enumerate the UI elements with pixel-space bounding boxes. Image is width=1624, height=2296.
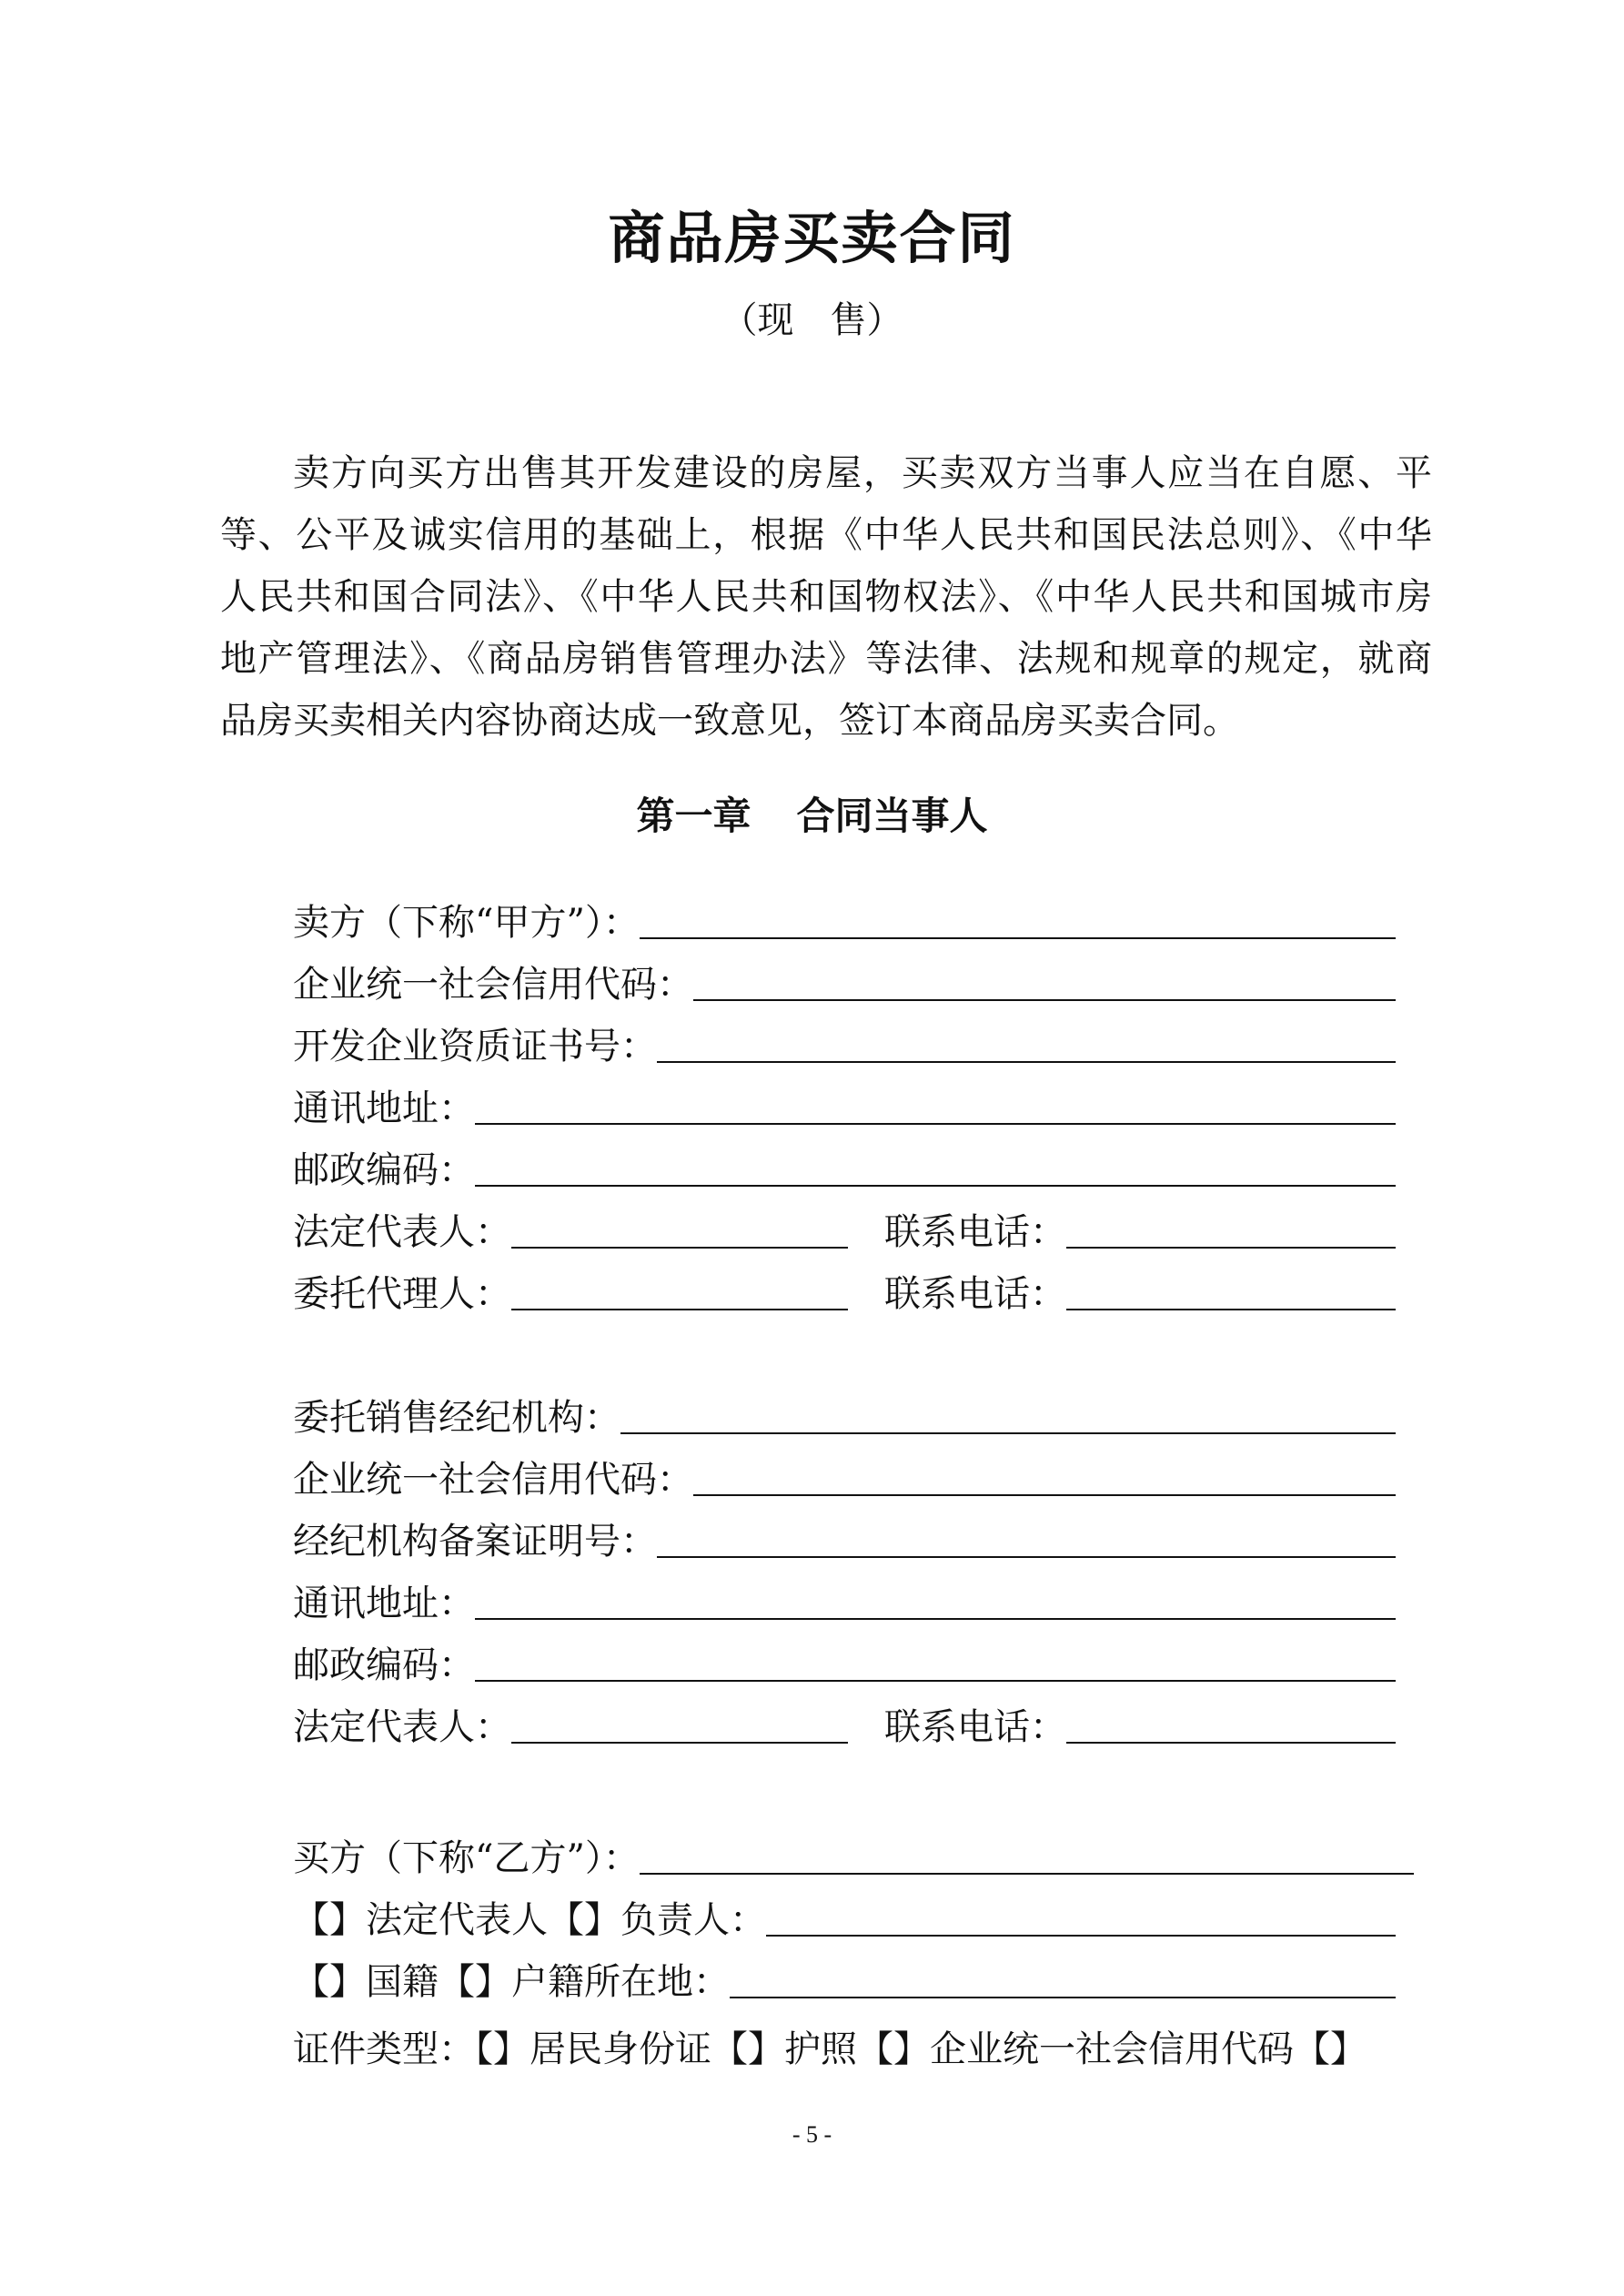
broker-legal-rep-phone-label: 联系电话： xyxy=(884,1706,1066,1748)
chapter-name: 合同当事人 xyxy=(796,794,988,838)
intro-line: 地产管理法》、《商品房销售管理办法》等法律、法规和规章的规定，就商 xyxy=(220,638,1432,680)
broker-legal-rep-label: 法定代表人： xyxy=(293,1706,511,1748)
broker-legal-rep-field xyxy=(293,1702,848,1753)
seller-credit-code-field xyxy=(293,959,1396,1010)
seller-legal-rep-blank[interactable] xyxy=(511,1247,848,1249)
seller-agent-label: 委托代理人： xyxy=(293,1273,511,1315)
buyer-nationality-label: 【】国籍【】户籍所在地： xyxy=(293,1961,730,2003)
seller-agent-phone-field xyxy=(884,1269,1396,1320)
buyer-nationality-field xyxy=(293,1957,1396,2008)
seller-address-blank[interactable] xyxy=(475,1123,1396,1125)
broker-filing-field xyxy=(293,1516,1396,1567)
buyer-name-field xyxy=(293,1833,1414,1884)
broker-legal-rep-phone-blank[interactable] xyxy=(1066,1742,1396,1744)
seller-qualification-field xyxy=(293,1021,1396,1072)
broker-name-field xyxy=(293,1392,1396,1443)
broker-legal-rep-blank[interactable] xyxy=(511,1742,848,1744)
seller-postcode-blank[interactable] xyxy=(475,1185,1396,1187)
seller-qualification-label: 开发企业资质证书号： xyxy=(293,1026,657,1067)
seller-agent-blank[interactable] xyxy=(511,1309,848,1310)
broker-credit-code-field xyxy=(293,1454,1396,1505)
intro-paragraph xyxy=(220,442,1432,752)
buyer-nationality-blank[interactable] xyxy=(730,1997,1396,1998)
intro-line: 品房买卖相关内容协商达成一致意见，签订本商品房买卖合同。 xyxy=(220,700,1239,742)
seller-legal-rep-phone-blank[interactable] xyxy=(1066,1247,1396,1249)
seller-name-blank[interactable] xyxy=(640,937,1396,939)
seller-legal-rep-label: 法定代表人： xyxy=(293,1211,511,1253)
buyer-name-blank[interactable] xyxy=(640,1873,1414,1875)
intro-line: 卖方向买方出售其开发建设的房屋，买卖双方当事人应当在自愿、平 xyxy=(293,452,1432,494)
buyer-rep-blank[interactable] xyxy=(766,1935,1396,1937)
intro-line: 等、公平及诚实信用的基础上，根据《中华人民共和国民法总则》、《中华 xyxy=(220,514,1432,556)
buyer-name-label: 买方（下称“乙方”）： xyxy=(293,1837,640,1879)
broker-postcode-field xyxy=(293,1640,1396,1691)
buyer-rep-label: 【】法定代表人【】负责人： xyxy=(293,1899,766,1941)
seller-credit-code-blank[interactable] xyxy=(693,999,1396,1001)
contract-title: 商品房买卖合同 xyxy=(608,205,1016,271)
page-number: - 5 - xyxy=(792,2121,832,2148)
seller-postcode-label: 邮政编码： xyxy=(293,1149,475,1191)
buyer-id-type-line: 证件类型：【】居民身份证【】护照【】企业统一社会信用代码【】 xyxy=(293,2028,1367,2070)
seller-agent-phone-label: 联系电话： xyxy=(884,1273,1066,1315)
broker-credit-code-label: 企业统一社会信用代码： xyxy=(293,1459,693,1501)
chapter-number: 第一章 xyxy=(636,794,751,838)
seller-name-label: 卖方（下称“甲方”）： xyxy=(293,902,640,944)
seller-name-field xyxy=(293,897,1396,948)
seller-address-field xyxy=(293,1083,1396,1134)
intro-line: 人民共和国合同法》、《中华人民共和国物权法》、《中华人民共和国城市房 xyxy=(220,576,1432,618)
contract-subtitle: （现 售） xyxy=(721,299,903,341)
broker-filing-label: 经纪机构备案证明号： xyxy=(293,1521,657,1563)
seller-qualification-blank[interactable] xyxy=(657,1061,1396,1063)
chapter-heading xyxy=(0,784,1624,848)
seller-credit-code-label: 企业统一社会信用代码： xyxy=(293,964,693,1006)
broker-legal-rep-phone-field xyxy=(884,1702,1396,1753)
broker-postcode-label: 邮政编码： xyxy=(293,1644,475,1686)
seller-agent-field xyxy=(293,1269,848,1320)
seller-legal-rep-field xyxy=(293,1207,848,1258)
broker-filing-blank[interactable] xyxy=(657,1556,1396,1558)
broker-address-label: 通讯地址： xyxy=(293,1583,475,1624)
seller-legal-rep-phone-field xyxy=(884,1207,1396,1258)
seller-address-label: 通讯地址： xyxy=(293,1087,475,1129)
buyer-rep-field xyxy=(293,1895,1396,1946)
broker-credit-code-blank[interactable] xyxy=(693,1494,1396,1496)
broker-postcode-blank[interactable] xyxy=(475,1680,1396,1682)
broker-address-blank[interactable] xyxy=(475,1618,1396,1620)
broker-name-label: 委托销售经纪机构： xyxy=(293,1397,620,1439)
broker-address-field xyxy=(293,1578,1396,1629)
seller-legal-rep-phone-label: 联系电话： xyxy=(884,1211,1066,1253)
seller-postcode-field xyxy=(293,1145,1396,1196)
broker-name-blank[interactable] xyxy=(620,1432,1396,1434)
seller-agent-phone-blank[interactable] xyxy=(1066,1309,1396,1310)
